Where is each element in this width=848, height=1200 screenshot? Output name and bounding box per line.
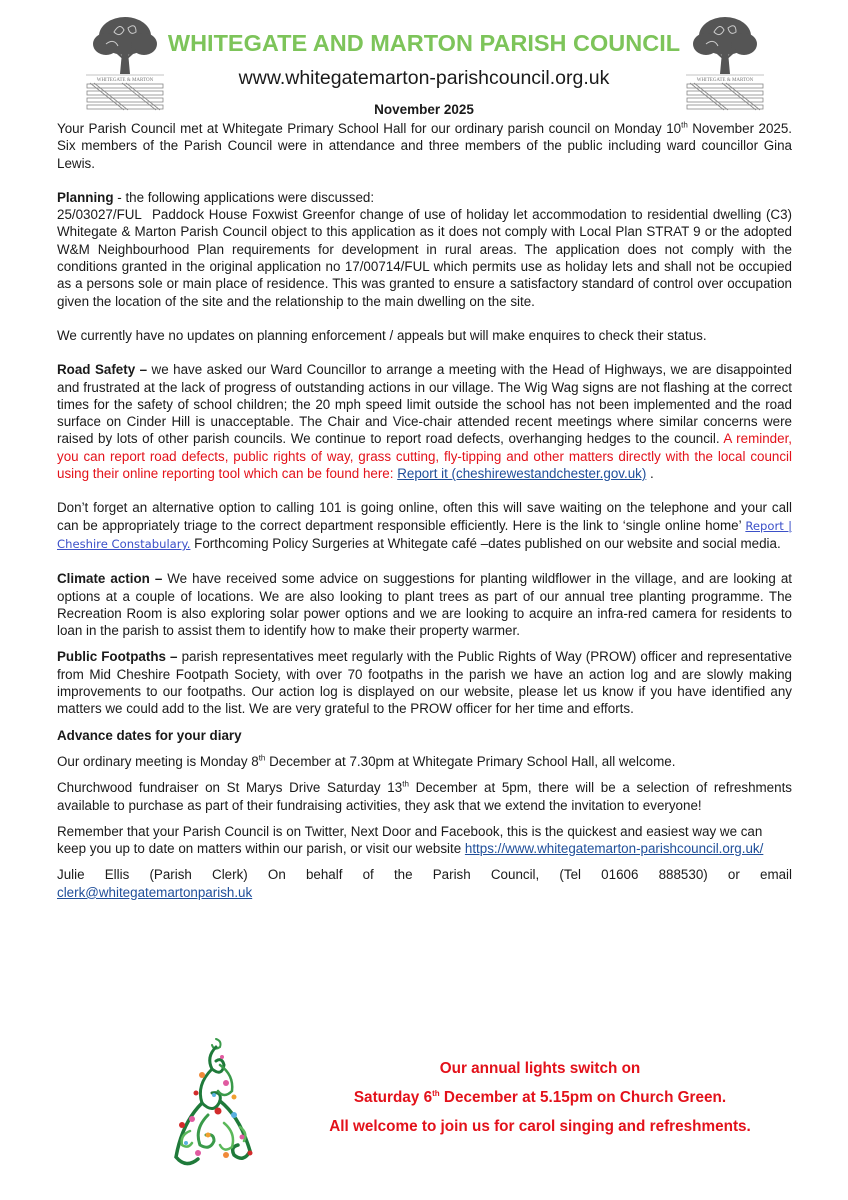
road-safety-reminder: A reminder, you can report road defects, public rights of way, grass cutting, fly-tipping and other matters directly with the local council using their online reporting tool which can be found here: <box>57 431 793 482</box>
svg-text:WHITEGATE & MARTON: WHITEGATE & MARTON <box>96 78 154 83</box>
report-it-link[interactable]: Report it (cheshirewestandchester.gov.uk) <box>397 466 647 482</box>
police-text-continued: Forthcoming Policy Surgeries at Whitegate café –dates published on our website and social media. <box>190 535 781 551</box>
lights-notice-line-3: All welcome to join us for carol singing and refreshments. <box>329 1118 751 1135</box>
application-ref: 25/03027/FUL <box>57 207 142 223</box>
police-paragraph <box>57 499 792 553</box>
contact-email-line <box>57 884 792 901</box>
road-safety-section <box>57 361 792 482</box>
parish-logo-right <box>684 14 766 114</box>
council-title: WHITEGATE AND MARTON PARISH COUNCIL <box>167 30 681 56</box>
footpaths-section <box>57 648 792 717</box>
ordinal-suffix: th <box>681 120 688 130</box>
newsletter-body <box>57 120 792 901</box>
clerk-email-link[interactable]: clerk@whitegatemartonparish.uk <box>57 884 253 900</box>
social-text: Remember that your Parish Council is on Twitter, Next Door and Facebook, this is the quickest and easiest way we can keep you up to date on matters within our parish, or visit our website <box>57 823 763 857</box>
parish-logo-left <box>84 14 166 114</box>
svg-text:WHITEGATE & MARTON: WHITEGATE & MARTON <box>696 78 754 83</box>
intro-text-continued: November 2025. Six members of the Parish Council were in attendance and three members of the public including ward councillor Gina Lewis. <box>57 121 793 171</box>
tree-gate-logo-icon <box>684 14 766 114</box>
intro-paragraph <box>57 120 792 172</box>
meeting-date <box>57 753 792 770</box>
road-safety-heading: Road Safety – <box>57 362 148 378</box>
meeting-text-continued: December at 7.30pm at Whitegate Primary School Hall, all welcome. <box>265 753 676 769</box>
footpaths-heading: Public Footpaths – <box>57 649 178 665</box>
intro-text: Your Parish Council met at Whitegate Primary School Hall for our ordinary parish council on Monday 10 <box>57 121 682 136</box>
website-link[interactable]: https://www.whitegatemarton-parishcouncil.org.uk/ <box>464 841 764 857</box>
planning-section <box>57 189 792 206</box>
climate-section <box>57 570 792 639</box>
diary-heading-text: Advance dates for your diary <box>57 727 242 743</box>
fundraiser-text-continued: December at 5pm, there will be a selection of refreshments available to purchase as part of their fundraising activities, they ask that we extend the invitation to everyone! <box>57 780 792 813</box>
ordinal-suffix: th <box>402 779 409 789</box>
lights-date-text-continued: December at 5.15pm on Church Green. <box>439 1089 727 1106</box>
climate-heading: Climate action – <box>57 571 163 587</box>
christmas-tree-image <box>168 1035 264 1175</box>
enforcement-paragraph: We currently have no updates on planning enforcement / appeals but will make enquires to check their status. <box>57 327 707 343</box>
fundraiser-text: Churchwood fundraiser on St Marys Drive Saturday 13 <box>57 780 403 796</box>
council-website: www.whitegatemarton-parishcouncil.org.uk <box>238 67 610 89</box>
contact-text: Julie Ellis (Parish Clerk) On behalf of the Parish Council, (Tel 01606 888530) or email <box>57 867 792 883</box>
issue-date: November 2025 <box>374 102 474 117</box>
police-text: Don’t forget an alternative option to calling 101 is going online, often this will save waiting on the telephone and your call can be appropriately triage to the correct department responsible efficiently. Here is the link to ‘single online home’ <box>57 500 792 533</box>
ordinal-suffix: th <box>432 1088 440 1098</box>
climate-text: We have received some advice on suggestions for planting wildflower in the village, and are looking at options at a couple of locations. We are also looking to plant trees as part of our annual tree planting programme. The Recreation Room is also exploring solar power options and we are looking to acquire an infra-red camera for residents to loan in the parish to assist them to identify how to make their property warmer. <box>57 571 792 639</box>
planning-application <box>57 206 792 310</box>
planning-heading: Planning <box>57 189 114 205</box>
lights-notice-line-2 <box>290 1089 790 1107</box>
lights-date-text: Saturday 6 <box>353 1089 433 1106</box>
meeting-text: Our ordinary meeting is Monday 8 <box>57 753 259 769</box>
footpaths-text: parish representatives meet regularly with the Public Rights of Way (PROW) officer and representative from Mid Cheshire Footpath Society, with over 70 footpaths in the parish we have an action log and are slowly making improvements to our footpaths. Our action log is displayed on our website, please let us know if you have identified any matters we could add to the list. We are very grateful to the PROW officer for her time and efforts. <box>57 649 793 717</box>
fundraiser-paragraph <box>57 779 792 814</box>
road-safety-text: we have asked our Ward Councillor to arrange a meeting with the Head of Highways, we are disappointed and frustrated at the lack of progress of outstanding actions in our village. The Wig Wag signs are not flashing at the correct times for the safety of school children; the 20 mph speed limit outside the school has not been implemented and the road surface on Cinder Hill is unacceptable. The Chair and Vice-chair attended recent meetings where similar concerns were raised by lots of other parish councils. We continue to report road defects, overhanging hedges to the council. <box>57 362 792 447</box>
planning-lead: - the following applications were discussed: <box>113 189 375 205</box>
application-text: Paddock House Foxwist Greenfor change of use of holiday let accommodation to residential dwelling (C3) Whitegate & Marton Parish Council object to this application as it does not comply with Local Plan STRAT 9 or the adopted W&M Neighbourhood Plan requirements for development in rural areas. The application does not comply with the conditions granted in the original application no 17/00714/FUL which permits use as holiday lets and shall not be occupied as a persons sole or main place of residence. This was granted to ensure a satisfactory standard of control over occupation given the location of the site and the relationship to the main dwelling on the site. <box>57 207 792 309</box>
social-paragraph <box>57 823 792 858</box>
ordinal-suffix: th <box>258 753 266 763</box>
punctuation: . <box>646 466 654 482</box>
contact-paragraph <box>57 866 792 883</box>
christmas-tree-icon <box>168 1035 264 1175</box>
cheshire-constabulary-link[interactable]: Report | Cheshire Constabulary. <box>57 518 792 551</box>
lights-notice-line-1: Our annual lights switch on <box>439 1060 641 1077</box>
tree-gate-logo-icon <box>84 14 166 114</box>
diary-heading <box>57 727 792 744</box>
